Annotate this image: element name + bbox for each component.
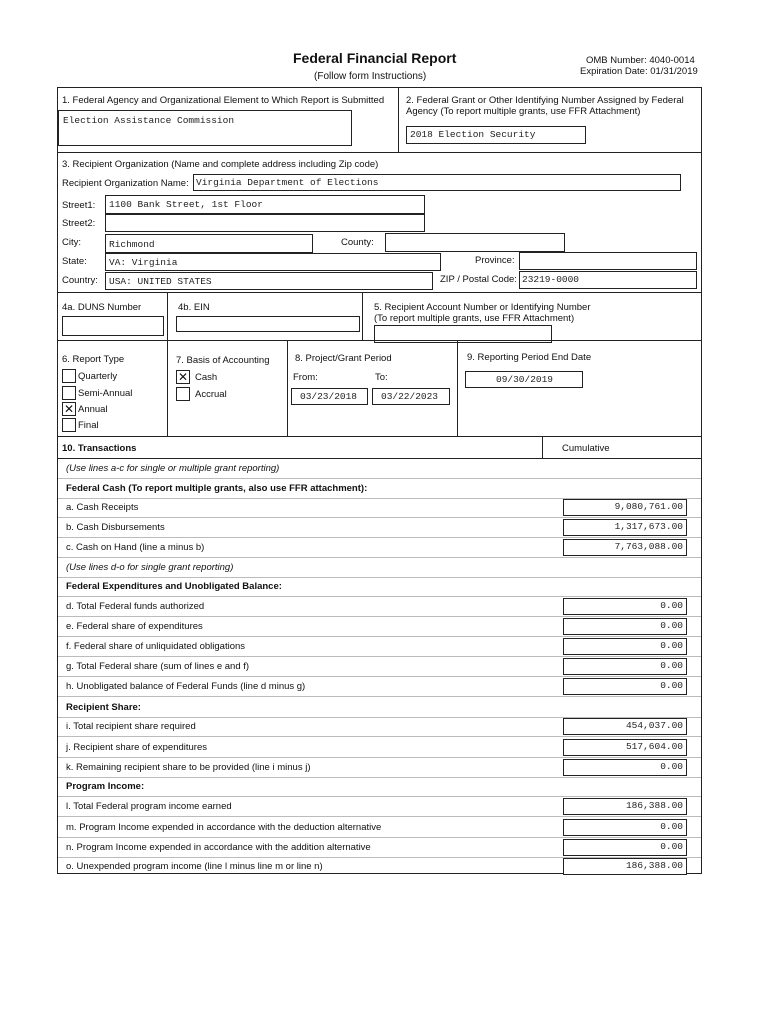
omb-number: OMB Number: 4040-0014 <box>586 55 695 66</box>
period-end-label: 9. Reporting Period End Date <box>467 352 592 363</box>
street1-field[interactable] <box>105 195 425 214</box>
line-g-value: 0.00 <box>660 660 683 671</box>
line-n-row <box>58 837 701 858</box>
line-e-field[interactable] <box>563 618 687 635</box>
line-a-value: 9,080,761.00 <box>614 501 683 512</box>
county-label: County: <box>341 237 374 248</box>
final-label: Final <box>78 420 99 431</box>
semi-annual-label: Semi-Annual <box>78 388 133 399</box>
period-from-field[interactable] <box>291 388 368 405</box>
line-m-field[interactable] <box>563 819 687 836</box>
street2-field[interactable] <box>105 214 425 232</box>
period-from-value: 03/23/2018 <box>300 391 358 402</box>
line-i-label: i. Total recipient share required <box>66 721 196 732</box>
org-name-field[interactable] <box>193 174 681 191</box>
line-d-field[interactable] <box>563 598 687 615</box>
from-label: From: <box>293 372 318 383</box>
line-f-value: 0.00 <box>660 640 683 651</box>
line-c-row <box>58 537 701 558</box>
grant-period-label: 8. Project/Grant Period <box>295 353 392 364</box>
line-k-value: 0.00 <box>660 761 683 772</box>
section-program-income: Program Income: <box>66 781 145 792</box>
line-o-field[interactable] <box>563 858 687 875</box>
line-g-field[interactable] <box>563 658 687 675</box>
line-g-label: g. Total Federal share (sum of lines e and f) <box>66 661 250 672</box>
line-e-row <box>58 616 701 637</box>
section-row <box>58 697 701 718</box>
line-b-row <box>58 517 701 538</box>
period-end-value: 09/30/2019 <box>496 374 554 385</box>
line-d-value: 0.00 <box>660 600 683 611</box>
field2-label-1: 2. Federal Grant or Other Identifying Number Assigned by Federal <box>406 95 684 106</box>
street1-label: Street1: <box>62 200 96 211</box>
line-m-label: m. Program Income expended in accordance with the deduction alternative <box>66 822 382 833</box>
line-f-label: f. Federal share of unliquidated obligations <box>66 641 246 652</box>
grant-number-value: 2018 Election Security <box>410 129 536 140</box>
line-l-label: l. Total Federal program income earned <box>66 801 232 812</box>
line-h-row <box>58 676 701 697</box>
line-h-label: h. Unobligated balance of Federal Funds (line d minus g) <box>66 681 306 692</box>
cash-label: Cash <box>195 372 218 383</box>
cumulative-label: Cumulative <box>562 443 610 454</box>
section-federal-expenditures: Federal Expenditures and Unobligated Balance: <box>66 581 282 592</box>
state-field[interactable] <box>105 253 441 271</box>
annual-checkbox[interactable]: ✕ <box>63 402 75 416</box>
line-e-value: 0.00 <box>660 620 683 631</box>
street1-value: 1100 Bank Street, 1st Floor <box>109 199 263 210</box>
agency-field[interactable] <box>58 110 352 146</box>
line-b-field[interactable] <box>563 519 687 536</box>
line-h-field[interactable] <box>563 678 687 695</box>
note-lines-d-o: (Use lines d-o for single grant reporting) <box>66 562 234 573</box>
ein-label: 4b. EIN <box>178 302 210 313</box>
to-label: To: <box>375 372 388 383</box>
zip-value: 23219-0000 <box>522 274 580 285</box>
country-label: Country: <box>62 275 98 286</box>
org-name-value: Virginia Department of Elections <box>196 177 379 188</box>
period-to-field[interactable] <box>372 388 450 405</box>
field3-label: 3. Recipient Organization (Name and complete address including Zip code) <box>62 159 379 170</box>
section-row <box>58 576 701 597</box>
country-value: USA: UNITED STATES <box>109 276 212 287</box>
cash-checkbox[interactable]: ✕ <box>177 370 189 384</box>
form-title: Federal Financial Report <box>293 50 457 66</box>
line-l-row <box>58 796 701 817</box>
line-i-field[interactable] <box>563 718 687 735</box>
line-o-value: 186,388.00 <box>625 860 683 871</box>
field1-label: 1. Federal Agency and Organizational Element to Which Report is Submitted <box>62 95 385 106</box>
section-row <box>58 478 701 499</box>
line-c-field[interactable] <box>563 539 687 556</box>
period-end-field[interactable] <box>465 371 583 388</box>
line-j-row <box>58 737 701 758</box>
org-name-label: Recipient Organization Name: <box>62 178 189 189</box>
transactions-title: 10. Transactions <box>62 443 137 454</box>
line-i-value: 454,037.00 <box>625 720 683 731</box>
section-row <box>58 776 701 797</box>
field5-label-2: (To report multiple grants, use FFR Attachment) <box>374 313 575 324</box>
city-label: City: <box>62 237 81 248</box>
period-to-value: 03/22/2023 <box>381 391 439 402</box>
accrual-label: Accrual <box>195 389 227 400</box>
county-field[interactable] <box>385 233 565 252</box>
note-row <box>58 458 701 479</box>
ein-field[interactable] <box>176 316 360 332</box>
city-field[interactable] <box>105 234 313 253</box>
expiration-date: Expiration Date: 01/31/2019 <box>580 66 698 77</box>
duns-label: 4a. DUNS Number <box>62 302 142 313</box>
line-g-row <box>58 656 701 677</box>
section-recipient-share: Recipient Share: <box>66 702 141 713</box>
line-j-field[interactable] <box>563 739 687 756</box>
street2-label: Street2: <box>62 218 96 229</box>
line-b-label: b. Cash Disbursements <box>66 522 165 533</box>
form-subtitle: (Follow form Instructions) <box>314 71 427 82</box>
line-l-field[interactable] <box>563 798 687 815</box>
annual-label: Annual <box>78 404 108 415</box>
line-n-label: n. Program Income expended in accordance with the addition alternative <box>66 842 371 853</box>
line-d-label: d. Total Federal funds authorized <box>66 601 205 612</box>
line-k-label: k. Remaining recipient share to be provided (line i minus j) <box>66 762 311 773</box>
line-c-label: c. Cash on Hand (line a minus b) <box>66 542 205 553</box>
section-federal-cash: Federal Cash (To report multiple grants, also use FFR attachment): <box>66 483 368 494</box>
report-type-label: 6. Report Type <box>62 354 125 365</box>
state-value: VA: Virginia <box>109 257 178 268</box>
province-field[interactable] <box>519 252 697 270</box>
country-field[interactable] <box>105 272 433 290</box>
field5-label-1: 5. Recipient Account Number or Identifying Number <box>374 302 591 313</box>
agency-value: Election Assistance Commission <box>63 115 235 126</box>
line-n-value: 0.00 <box>660 841 683 852</box>
line-a-label: a. Cash Receipts <box>66 502 139 513</box>
line-d-row <box>58 596 701 617</box>
note-lines-a-c: (Use lines a-c for single or multiple grant reporting) <box>66 463 280 474</box>
grant-number-field[interactable] <box>406 126 586 144</box>
line-f-row <box>58 636 701 657</box>
accounting-basis-label: 7. Basis of Accounting <box>176 355 270 366</box>
line-f-field[interactable] <box>563 638 687 655</box>
line-k-field[interactable] <box>563 759 687 776</box>
line-n-field[interactable] <box>563 839 687 856</box>
quarterly-checkbox[interactable] <box>62 369 76 383</box>
final-checkbox[interactable] <box>62 418 76 432</box>
line-b-value: 1,317,673.00 <box>614 521 683 532</box>
line-j-value: 517,604.00 <box>625 741 683 752</box>
duns-field[interactable] <box>62 316 164 336</box>
line-k-row <box>58 757 701 778</box>
zip-label: ZIP / Postal Code: <box>440 274 517 285</box>
line-m-row <box>58 817 701 838</box>
line-a-field[interactable] <box>563 499 687 516</box>
semi-annual-checkbox[interactable] <box>62 386 76 400</box>
line-l-value: 186,388.00 <box>625 800 683 811</box>
line-i-row <box>58 716 701 737</box>
zip-field[interactable] <box>519 271 697 289</box>
line-m-value: 0.00 <box>660 821 683 832</box>
note-row <box>58 557 701 578</box>
line-o-row <box>58 856 701 876</box>
line-h-value: 0.00 <box>660 680 683 691</box>
field2-label-2: Agency (To report multiple grants, use FFR Attachment) <box>406 106 641 117</box>
city-value: Richmond <box>109 239 155 250</box>
line-o-label: o. Unexpended program income (line l minus line m or line n) <box>66 861 323 872</box>
line-e-label: e. Federal share of expenditures <box>66 621 203 632</box>
accrual-checkbox[interactable] <box>176 387 190 401</box>
line-j-label: j. Recipient share of expenditures <box>66 742 207 753</box>
line-a-row <box>58 497 701 518</box>
line-c-value: 7,763,088.00 <box>614 541 683 552</box>
province-label: Province: <box>475 255 515 266</box>
quarterly-label: Quarterly <box>78 371 118 382</box>
state-label: State: <box>62 256 87 267</box>
